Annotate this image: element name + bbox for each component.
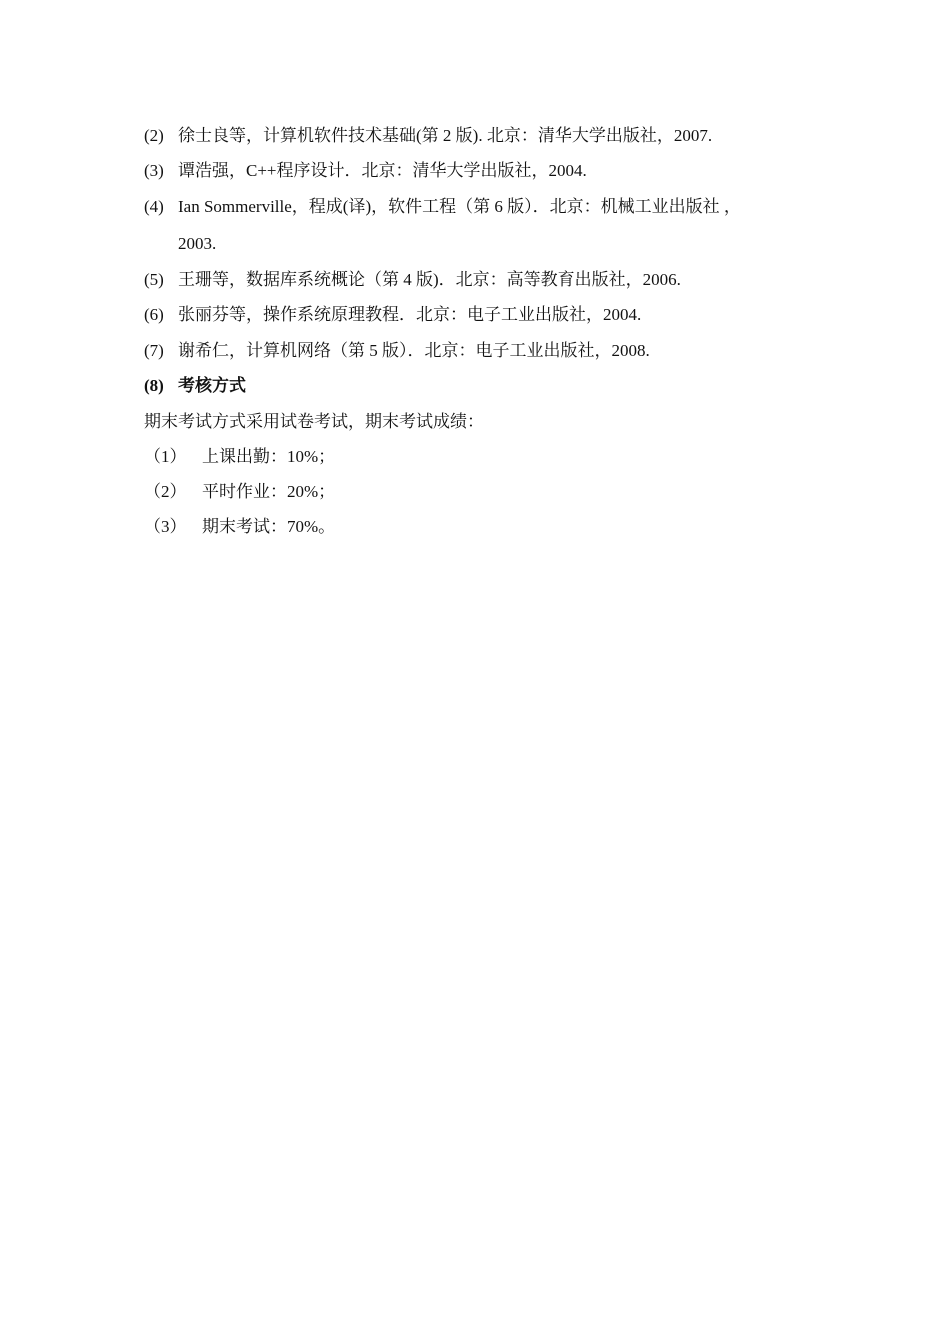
reference-number: (4) <box>144 197 164 216</box>
reference-number: (2) <box>144 126 164 145</box>
grading-number: （2） <box>144 482 187 501</box>
reference-item <box>144 189 824 225</box>
reference-item <box>144 333 824 369</box>
section-heading <box>144 368 246 404</box>
reference-text: 徐士良等，计算机软件技术基础(第 2 版). 北京：清华大学出版社，2007. <box>178 126 713 145</box>
section-number: (8) <box>144 376 164 395</box>
reference-number: (3) <box>144 161 164 180</box>
reference-item <box>144 118 824 154</box>
reference-item <box>144 262 824 298</box>
section-title: 考核方式 <box>178 376 246 395</box>
intro-paragraph: 期末考试方式采用试卷考试，期末考试成绩： <box>144 412 484 431</box>
reference-text: 张丽芬等，操作系统原理教程．北京：电子工业出版社，2004. <box>178 305 642 324</box>
reference-number: (5) <box>144 270 164 289</box>
reference-text: Ian Sommerville，程成(译)，软件工程（第 6 版）．北京：机械工业出版社 ， <box>178 197 741 216</box>
reference-number: (7) <box>144 341 164 360</box>
reference-item <box>144 297 824 333</box>
reference-text: 王珊等，数据库系统概论（第 4 版)．北京：高等教育出版社，2006. <box>178 270 681 289</box>
reference-text: 谢希仁，计算机网络（第 5 版）．北京：电子工业出版社，2008. <box>178 341 650 360</box>
grading-text: 期末考试：70%。 <box>202 517 336 536</box>
reference-item <box>144 153 824 189</box>
grading-item <box>144 509 335 545</box>
grading-text: 上课出勤：10%； <box>202 447 336 466</box>
reference-text: 谭浩强，C++程序设计．北京：清华大学出版社，2004. <box>178 161 587 180</box>
grading-number: （1） <box>144 447 187 466</box>
reference-number: (6) <box>144 305 164 324</box>
grading-item <box>144 474 335 510</box>
reference-continuation: 2003. <box>178 234 217 253</box>
grading-item <box>144 439 335 475</box>
grading-text: 平时作业：20%； <box>202 482 336 501</box>
grading-number: （3） <box>144 517 187 536</box>
